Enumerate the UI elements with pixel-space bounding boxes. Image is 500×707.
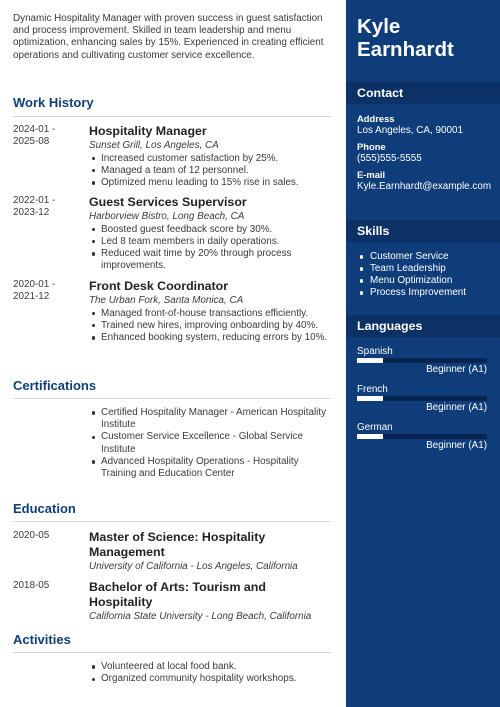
activity-item: Volunteered at local food bank. bbox=[89, 661, 331, 673]
activities-divider bbox=[13, 652, 331, 653]
language-proficiency-bar bbox=[357, 358, 487, 363]
activity-item: Organized community hospitality workshops. bbox=[89, 673, 331, 685]
languages-heading: Languages bbox=[357, 319, 423, 333]
work-dates bbox=[13, 195, 83, 219]
job-bullet: Trained new hires, improving onboarding by 40%. bbox=[89, 320, 331, 332]
work-history-divider bbox=[13, 116, 331, 117]
language-level: Beginner (A1) bbox=[426, 440, 487, 451]
skills-heading: Skills bbox=[357, 224, 390, 238]
job-employer: The Urban Fork, Santa Monica, CA bbox=[89, 295, 244, 306]
work-dates bbox=[13, 279, 83, 303]
job-bullet: Increased customer satisfaction by 25%. bbox=[89, 153, 331, 165]
language-name: French bbox=[357, 384, 388, 395]
work-details bbox=[89, 124, 331, 189]
activities-details bbox=[89, 661, 331, 685]
activity-bullets bbox=[89, 661, 331, 685]
job-employer: Harborview Bistro, Long Beach, CA bbox=[89, 211, 245, 222]
certification-bullets bbox=[89, 407, 331, 480]
job-bullet: Reduced wait time by 20% through process improvements. bbox=[89, 248, 331, 272]
job-bullet: Enhanced booking system, reducing errors by 10%. bbox=[89, 332, 331, 344]
work-end-date: 2025-08 bbox=[13, 136, 50, 148]
education-details bbox=[89, 580, 331, 624]
phone-value: (555)555-5555 bbox=[357, 153, 422, 164]
education-date: 2018-05 bbox=[13, 580, 50, 591]
work-details bbox=[89, 279, 331, 344]
work-start-date: 2024-01 - bbox=[13, 124, 56, 135]
school-name: California State University - Long Beach, California bbox=[89, 611, 312, 622]
language-proficiency-bar bbox=[357, 396, 487, 401]
skill-item: Process Improvement bbox=[357, 287, 497, 299]
certification-item: Advanced Hospitality Operations - Hospitality Training and Education Center bbox=[89, 456, 331, 480]
work-dates bbox=[13, 124, 83, 148]
language-level: Beginner (A1) bbox=[426, 402, 487, 413]
contact-heading: Contact bbox=[357, 86, 404, 100]
work-end-date: 2021-12 bbox=[13, 291, 50, 303]
phone-label: Phone bbox=[357, 141, 386, 152]
job-bullet: Managed front-of-house transactions efficiently. bbox=[89, 308, 331, 320]
certification-item: Certified Hospitality Manager - American Hospitality Institute bbox=[89, 407, 331, 431]
job-bullets bbox=[89, 224, 331, 273]
degree-title: Master of Science: Hospitality Management bbox=[89, 530, 266, 559]
degree-title: Bachelor of Arts: Tourism and Hospitality bbox=[89, 580, 266, 609]
skill-item: Menu Optimization bbox=[357, 275, 497, 287]
language-level: Beginner (A1) bbox=[426, 364, 487, 375]
sidebar bbox=[346, 0, 500, 707]
certifications-heading: Certifications bbox=[13, 378, 97, 393]
job-bullet: Boosted guest feedback score by 30%. bbox=[89, 224, 331, 236]
work-start-date: 2022-01 - bbox=[13, 195, 56, 206]
work-start-date: 2020-01 - bbox=[13, 279, 56, 290]
job-bullet: Led 8 team members in daily operations. bbox=[89, 236, 331, 248]
certifications-details bbox=[89, 407, 331, 480]
school-name: University of California - Los Angeles, California bbox=[89, 561, 298, 572]
job-title: Front Desk Coordinator bbox=[89, 279, 229, 293]
language-name: Spanish bbox=[357, 346, 393, 357]
job-title: Hospitality Manager bbox=[89, 124, 207, 138]
job-bullet: Optimized menu leading to 15% rise in sales. bbox=[89, 177, 331, 189]
activities-heading: Activities bbox=[13, 632, 71, 647]
email-value[interactable]: Kyle.Earnhardt@example.com bbox=[357, 181, 492, 192]
language-proficiency-fill bbox=[357, 358, 383, 363]
address-label: Address bbox=[357, 113, 395, 124]
work-details bbox=[89, 195, 331, 272]
job-bullets bbox=[89, 153, 331, 190]
professional-summary: Dynamic Hospitality Manager with proven success in guest satisfaction and process improvement. Skilled in team leadership and menu optimization, enhancing sales by 15%. Experienced in creating efficient operations and cultivating customer service excellence. bbox=[13, 13, 324, 61]
work-end-date: 2023-12 bbox=[13, 207, 50, 219]
education-details bbox=[89, 530, 331, 574]
skill-item: Customer Service bbox=[357, 251, 497, 263]
job-bullet: Managed a team of 12 personnel. bbox=[89, 165, 331, 177]
job-employer: Sunset Grill, Los Angeles, CA bbox=[89, 140, 219, 151]
certifications-divider bbox=[13, 398, 331, 399]
language-proficiency-fill bbox=[357, 396, 383, 401]
certification-item: Customer Service Excellence - Global Service Institute bbox=[89, 431, 331, 455]
work-history-heading: Work History bbox=[13, 95, 94, 110]
language-name: German bbox=[357, 422, 393, 433]
address-value: Los Angeles, CA, 90001 bbox=[357, 125, 463, 136]
education-heading: Education bbox=[13, 501, 76, 516]
skills-list bbox=[357, 251, 497, 299]
job-title: Guest Services Supervisor bbox=[89, 195, 247, 209]
candidate-name: Kyle Earnhardt bbox=[357, 15, 454, 61]
email-label: E-mail bbox=[357, 169, 386, 180]
job-bullets bbox=[89, 308, 331, 345]
skill-item: Team Leadership bbox=[357, 263, 497, 275]
language-proficiency-bar bbox=[357, 434, 487, 439]
education-date: 2020-05 bbox=[13, 530, 50, 541]
language-proficiency-fill bbox=[357, 434, 383, 439]
education-divider bbox=[13, 521, 331, 522]
